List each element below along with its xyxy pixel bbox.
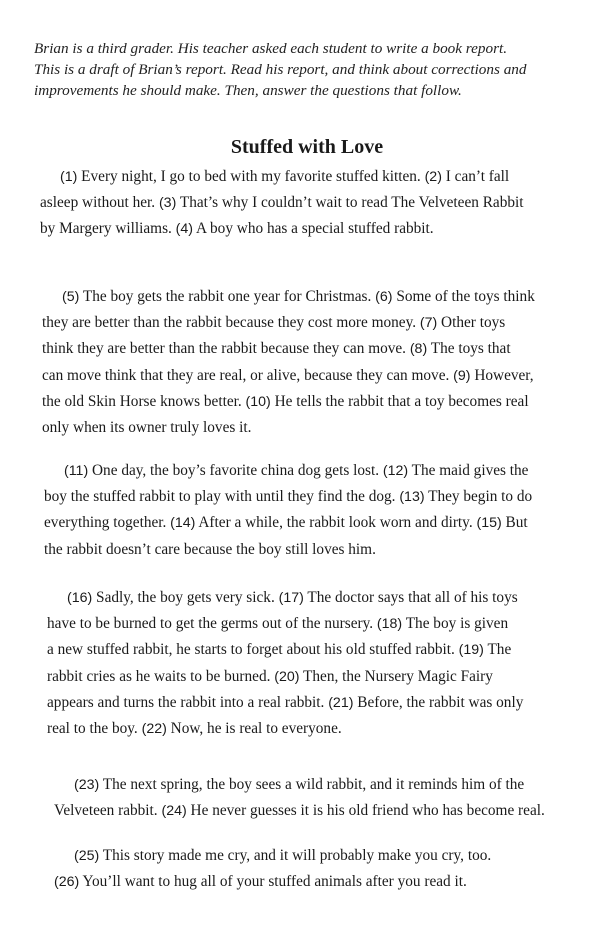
sentence-text: Velveteen rabbit.	[54, 802, 162, 820]
sentence-text: boy the stuffed rabbit to play with until they find the dog.	[44, 488, 400, 506]
sentence-number: (17)	[278, 590, 304, 606]
paragraph-line	[40, 190, 605, 216]
report-title: Stuffed with Love	[230, 136, 384, 158]
paragraph-line	[44, 484, 609, 510]
sentence-text: Every night, I go to bed with my favorite stuffed kitten.	[77, 168, 425, 185]
sentence-text: I can’t fall	[441, 168, 510, 185]
sentence-text: The boy is given	[402, 615, 509, 633]
sentence-text: Some of the toys think	[392, 288, 535, 305]
paragraph-line	[42, 363, 607, 389]
sentence-number: (13)	[399, 489, 425, 506]
sentence-number: (5)	[62, 289, 80, 305]
sentence-number: (21)	[328, 694, 354, 711]
sentence-text: That’s why I couldn’t wait to read The Velveteen Rabbit	[176, 194, 524, 212]
sentence-text: The doctor says that all of his toys	[303, 589, 518, 606]
paragraph-line	[40, 164, 605, 190]
sentence-text: The toys that	[427, 340, 511, 358]
instructions	[34, 38, 594, 101]
sentence-number: (19)	[458, 642, 484, 659]
sentence-number: (8)	[409, 341, 428, 358]
sentence-text: Sadly, the boy gets very sick.	[92, 589, 279, 606]
sentence-text: The maid gives the	[408, 462, 529, 479]
instructions-line: This is a draft of Brian’s report. Read his report, and think about corrections and	[34, 61, 527, 78]
sentence-text: Other toys	[437, 314, 506, 332]
sentence-text: One day, the boy’s favorite china dog gets lost.	[88, 462, 383, 479]
sentence-text: Before, the rabbit was only	[353, 693, 524, 711]
paragraph-3	[44, 458, 609, 563]
paragraph-line	[47, 585, 612, 611]
paragraph-line	[42, 336, 607, 362]
paragraph-6	[54, 843, 614, 895]
sentence-number: (26)	[54, 874, 80, 890]
paragraph-4	[47, 585, 612, 742]
sentence-number: (15)	[476, 515, 502, 532]
sentence-text: they are better than the rabbit because they cost more money.	[42, 314, 420, 332]
paragraph-line	[44, 510, 609, 536]
paragraph-line	[42, 389, 607, 415]
sentence-text: appears and turns the rabbit into a real rabbit.	[47, 693, 329, 711]
paragraph-line	[42, 415, 607, 441]
sentence-text: Now, he is real to everyone.	[166, 720, 342, 738]
paragraph-line	[42, 310, 607, 336]
sentence-number: (20)	[274, 668, 300, 685]
sentence-number: (10)	[245, 393, 271, 410]
sentence-text: But	[501, 514, 528, 532]
sentence-text: This story made me cry, and it will probably make you cry, too.	[99, 847, 492, 864]
sentence-number: (24)	[161, 803, 187, 820]
paragraph-line	[54, 772, 614, 798]
paragraph-line	[44, 537, 609, 563]
paragraph-2	[42, 284, 607, 441]
sentence-text: the rabbit doesn’t care because the boy still loves him.	[44, 540, 376, 558]
sentence-number: (7)	[419, 315, 438, 332]
sentence-text: by Margery williams.	[40, 220, 176, 238]
instructions-line: Brian is a third grader. His teacher asked each student to write a book report.	[34, 40, 508, 57]
paragraph-1	[40, 164, 605, 243]
sentence-number: (6)	[375, 289, 393, 305]
sentence-text: have to be burned to get the germs out of the nursery.	[47, 615, 377, 633]
sentence-text: After a while, the rabbit look worn and dirty.	[195, 514, 477, 532]
sentence-text: think they are better than the rabbit because they can move.	[42, 340, 410, 358]
instructions-line: improvements he should make. Then, answer the questions that follow.	[34, 82, 462, 99]
sentence-text: everything together.	[44, 514, 171, 532]
sentence-number: (14)	[170, 515, 196, 532]
paragraph-line	[44, 458, 609, 484]
sentence-number: (11)	[64, 463, 89, 479]
sentence-number: (12)	[382, 463, 409, 479]
sentence-number: (3)	[158, 195, 177, 212]
paragraph-line	[54, 869, 614, 895]
paragraph-line	[47, 716, 612, 742]
sentence-text: a new stuffed rabbit, he starts to forget about his old stuffed rabbit.	[47, 641, 459, 659]
paragraph-line	[54, 798, 614, 824]
sentence-text: However,	[470, 366, 534, 384]
sentence-number: (16)	[67, 590, 93, 606]
sentence-number: (4)	[175, 221, 194, 238]
sentence-text: can move think that they are real, or alive, because they can move.	[42, 366, 454, 384]
paragraph-line	[47, 611, 612, 637]
paragraph-5	[54, 772, 614, 824]
sentence-text: only when its owner truly loves it.	[42, 419, 252, 437]
paragraph-line	[42, 284, 607, 310]
sentence-number: (23)	[74, 777, 100, 793]
sentence-text: real to the boy.	[47, 720, 142, 738]
paragraph-line	[40, 216, 605, 242]
sentence-number: (2)	[424, 169, 442, 185]
sentence-text: the old Skin Horse knows better.	[42, 392, 246, 410]
sentence-text: A boy who has a special stuffed rabbit.	[193, 220, 434, 238]
sentence-text: Then, the Nursery Magic Fairy	[299, 667, 493, 685]
sentence-text: The boy gets the rabbit one year for Christmas.	[79, 288, 376, 305]
paragraph-line	[47, 637, 612, 663]
paragraph-line	[47, 664, 612, 690]
paragraph-line	[47, 690, 612, 716]
sentence-text: You’ll want to hug all of your stuffed animals after you read it.	[79, 873, 467, 890]
sentence-number: (18)	[376, 616, 403, 633]
sentence-text: asleep without her.	[40, 194, 159, 212]
sentence-text: He never guesses it is his old friend who has become real.	[186, 802, 545, 820]
sentence-text: He tells the rabbit that a toy becomes real	[270, 392, 529, 410]
paragraph-line	[54, 843, 614, 869]
sentence-text: The next spring, the boy sees a wild rabbit, and it reminds him of the	[99, 776, 525, 793]
sentence-number: (22)	[141, 721, 167, 738]
sentence-text: rabbit cries as he waits to be burned.	[47, 667, 275, 685]
sentence-text: The	[483, 641, 512, 659]
sentence-number: (9)	[453, 367, 471, 384]
sentence-number: (1)	[60, 169, 78, 185]
sentence-number: (25)	[74, 848, 100, 864]
sentence-text: They begin to do	[424, 488, 533, 506]
